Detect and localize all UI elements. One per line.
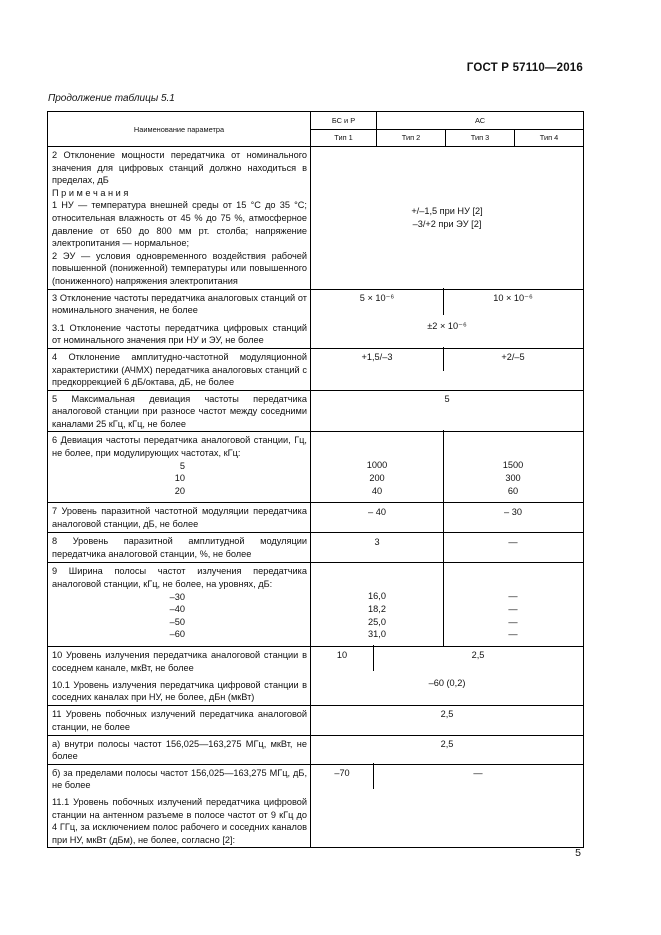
notes-title: П р и м е ч а н и я: [52, 187, 129, 198]
table-row: [48, 390, 584, 432]
row-5-value: 5: [311, 390, 584, 432]
note-1: 1 НУ — температура внешней среды от 15 °С до 35 °С; относительная влажность от 45 % до 75 %, атмосферное давление от 650 до 800 мм рт. столба; напряжение электропитания — нормальное;: [52, 200, 307, 249]
table-row: [48, 289, 584, 348]
row-2-value: +/–1,5 при НУ [2] –3/+2 при ЭУ [2]: [311, 147, 584, 290]
table-row: [48, 147, 584, 290]
row-8-name: 8 Уровень паразитной амплитудной модуляции передатчика аналоговой станции, %, не более: [48, 533, 311, 563]
row-9-name: 9 Ширина полосы частот излучения передатчика аналоговой станции, кГц, не более, на уровнях, дБ: –30 –40 –50 –60: [48, 563, 311, 647]
row-10-1-value: –60 (0,2): [428, 678, 466, 689]
row-7-value: – 40 – 30: [311, 503, 584, 533]
row-11b-value: –70 —: [311, 764, 584, 848]
table-row: [48, 647, 584, 706]
row-3-value: [311, 289, 584, 348]
table-row: [48, 764, 584, 848]
table-row: [48, 432, 584, 503]
row-2-name: 2 Отклонение мощности передатчика от номинального значения для цифровых станций должно находиться в пределах, дБ П р и м е ч а н и я 1 НУ — температура внешней среды от 15 °С до 35 °С; относительная влажность от 45 % до 75 %, атмосферное давление от 650 до 800 мм рт. столба; напряжение электропитания — нормальное; 2 ЭУ — условия одновременного воздействия рабочей повышенной (пониженной) температуры или повышенного (пониженного) напряжения электропитания: [48, 147, 311, 290]
row-3-name: 3 Отклонение частоты передатчика аналоговых станций от номинального значения, не более 3.1 Отклонение частоты передатчика цифровых станций от номинального значения при НУ и ЭУ, не более: [48, 289, 311, 348]
type-2-header: Тип 2: [377, 129, 446, 147]
group-as-header: АС: [377, 112, 584, 130]
row-11a-value: 2,5: [311, 735, 584, 764]
row-10-1-name: 10.1 Уровень излучения передатчика цифровой станции в соседних каналах при НУ, не более, дБн (мкВт): [52, 679, 307, 703]
type-3-header: Тип 3: [446, 129, 515, 147]
row-4-name: 4 Отклонение амплитудно-частотной модуляционной характеристики (АЧМХ) передатчика аналоговых станций с предкоррекцией 6 дБ/октава, дБ, не более: [48, 348, 311, 390]
document-header: ГОСТ Р 57110—2016: [466, 62, 583, 74]
table-row: [48, 735, 584, 764]
group-bs-r-header: БС и Р: [311, 112, 377, 130]
row-11-value: 2,5: [311, 706, 584, 735]
row-11-name: 11 Уровень побочных излучений передатчика аналоговой станции, не более: [48, 706, 311, 735]
note-2: 2 ЭУ — условия одновременного воздействия рабочей повышенной (пониженной) температуры или повышенного (пониженного) напряжения электропитания: [52, 250, 307, 286]
table-row: [48, 503, 584, 533]
row-6-name: 6 Девиация частоты передатчика аналоговой станции, Гц, не более, при модулирующих частотах, кГц: 5 10 20: [48, 432, 311, 503]
row-4-value: +1,5/–3 +2/–5: [311, 348, 584, 390]
row-8-value: 3 —: [311, 533, 584, 563]
row-3-as-value: 10 × 10⁻⁶: [493, 292, 533, 303]
table-row: [48, 563, 584, 647]
row-3-1-value: ±2 × 10⁻⁶: [427, 320, 467, 331]
type-4-header: Тип 4: [515, 129, 584, 147]
page-number: 5: [575, 847, 581, 859]
table-row: [48, 706, 584, 735]
row-11a-name: а) внутри полосы частот 156,025—163,275 МГц, мкВт, не более: [48, 735, 311, 764]
table-row: [48, 533, 584, 563]
row-3-bs-value: 5 × 10⁻⁶: [359, 292, 395, 303]
row-9-value: 16,0 18,2 25,0 31,0 — — — —: [311, 563, 584, 647]
table-caption: Продолжение таблицы 5.1: [48, 93, 175, 104]
row-6-value: 1000 200 40 1500 300 60: [311, 432, 584, 503]
table-row: [48, 348, 584, 390]
spec-table: [47, 111, 583, 848]
row-10-value: 10 2,5 –60 (0,2): [311, 647, 584, 706]
row-5-name: 5 Максимальная девиация частоты передатчика аналоговой станции при разносе частот между соседними каналами 25 кГц, кГц, не более: [48, 390, 311, 432]
row-11b-name: б) за пределами полосы частот 156,025—163,275 МГц, дБ, не более 11.1 Уровень побочных излучений передатчика цифровой станции на антенном разъеме в полосе частот от 9 кГц до 4 ГГц, за исключением полос рабочего и соседних каналов при НУ, мкВт (дБм), не более, согласно [2]:: [48, 764, 311, 848]
param-column-header: Наименование параметра: [48, 112, 311, 147]
type-1-header: Тип 1: [311, 129, 377, 147]
row-11-1-name: 11.1 Уровень побочных излучений передатчика цифровой станции на антенном разъеме в полосе частот от 9 кГц до 4 ГГц, за исключением полос рабочего и соседних каналов при НУ, мкВт (дБм), не более, согласно [2]:: [52, 797, 307, 845]
row-3-1-name: 3.1 Отклонение частоты передатчика цифровых станций от номинального значения при НУ и ЭУ, не более: [52, 322, 307, 346]
row-7-name: 7 Уровень паразитной частотной модуляции передатчика аналоговой станции, дБ, не более: [48, 503, 311, 533]
row-10-name: 10 Уровень излучения передатчика аналоговой станции в соседнем канале, мкВт, не более 10.1 Уровень излучения передатчика цифровой станции в соседних каналах при НУ, не более, дБн (мкВт): [48, 647, 311, 706]
